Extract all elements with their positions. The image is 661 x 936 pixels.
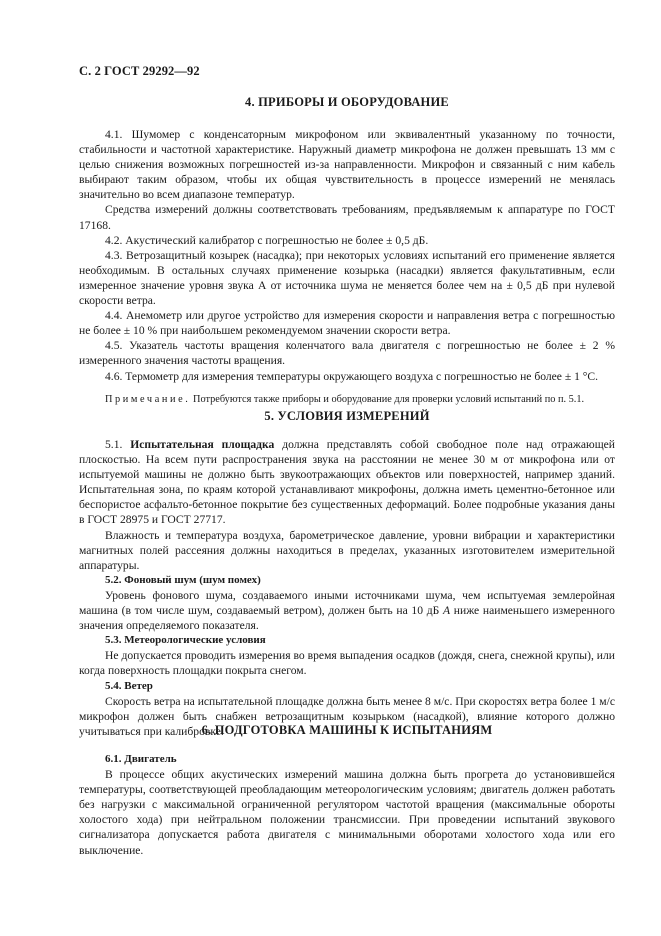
note-label: Примечание.: [105, 393, 191, 405]
section-5-body: [79, 437, 615, 739]
test-site-term: Испытательная площадка: [130, 438, 275, 451]
section-4-body: [79, 127, 615, 407]
paragraph-5-4: Скорость ветра на испытательной площадке должна быть менее 8 м/с. При скоростях ветра более 1 м/с микрофон должен быть снабжен ветрозащитным козырьком (насадкой), влияние которого должно учитываться при калибровке.: [79, 694, 615, 738]
weighting-a: А: [442, 604, 451, 618]
heading-5-4: 5.4. Ветер: [105, 679, 153, 692]
running-head: С. 2 ГОСТ 29292—92: [79, 64, 200, 78]
heading-5-3: 5.3. Метеорологические условия: [105, 634, 266, 647]
section-6-body: [79, 752, 615, 858]
heading-6-1: 6.1. Двигатель: [105, 753, 177, 765]
paragraph-5-2-text-b: ниже наименьшего измеренного значения определяемого показателя.: [79, 604, 615, 633]
note: [79, 393, 615, 407]
paragraph-5-3: Не допускается проводить измерения во время выпадения осадков (дождя, снега, снежной крупы), или когда поверхность площадки покрыта снегом.: [79, 649, 615, 678]
paragraph-5-2-text-a: Уровень фонового шума, создаваемого иными источниками шума, чем испытуемая землеройная машина (в том числе шум, создаваемый ветром), должен быть на 10 дБ: [79, 588, 615, 618]
section-4-title: 4. ПРИБОРЫ И ОБОРУДОВАНИЕ: [245, 95, 449, 109]
paragraph-4-1-standards: Средства измерений должны соответствовать требованиям, предъявляемым к аппаратуре по ГОСТ 17168.: [79, 203, 615, 232]
paragraph-4-2: 4.2. Акустический калибратор с погрешностью не более ± 0,5 дБ.: [105, 233, 429, 247]
paragraph-5-1-number: 5.1.: [105, 438, 123, 451]
paragraph-4-5: 4.5. Указатель частоты вращения коленчатого вала двигателя с погрешностью не более ± 2 % измеренного значения частоты вращения.: [79, 339, 615, 368]
paragraph-4-1: 4.1. Шумомер с конденсаторным микрофоном или эквивалентный указанному по точности, стабильности и частотной характеристике. Наружный диаметр микрофона не должен превышать 13 мм с целью снижения возможных погрешностей из-за направленности. Микрофон и связанный с ним кабель выбирают таким образом, чтобы их общая чувствительность в процессе измерений не менялась значительно во всем диапазоне температур.: [79, 128, 615, 202]
paragraph-4-6: 4.6. Термометр для измерения температуры окружающего воздуха с погрешностью не более ± 1 °С.: [105, 369, 599, 383]
paragraph-6-1: В процессе общих акустических измерений машина должна быть прогрета до установившейся температуры, соответствующей преобладающим метеорологическим условиям; двигатель должен работать без нагрузки с максимальной ограниченной регулятором частотой вращения (максимальные обороты холостого хода) при нейтральном положении трансмиссии. При проведении испытаний звукового сигнализатора допускается работа двигателя с минимальными оборотами холостого хода или его выключение.: [79, 768, 615, 857]
paragraph-5-1: [79, 437, 615, 528]
paragraph-5-1-text: должна представлять собой свободное поле над отражающей плоскостью. На всем пути распространения звука на расстоянии не менее 30 м от микрофона или от испытуемой машины не должно быть звукоотражающих объектов или поверхностей, например зданий. Испытательная зона, по краям которой устанавливают микрофоны, должна иметь цементно-бетонное или беспористое асфальто-бетонное покрытие без существенных деформаций. Более подробные указания даны в ГОСТ 28975 и ГОСТ 27717.: [79, 438, 615, 527]
paragraph-5-1-conditions: Влажность и температура воздуха, барометрическое давление, уровни вибрации и характеристики магнитных полей рассеяния должны находиться в пределах, указанных изготовителем измерительной аппаратуры.: [79, 528, 615, 572]
section-5-title: 5. УСЛОВИЯ ИЗМЕРЕНИЙ: [264, 409, 430, 423]
note-text: Потребуются также приборы и оборудование для проверки условий испытаний по п. 5.1.: [193, 393, 585, 405]
paragraph-5-2: [79, 588, 615, 633]
paragraph-4-4: 4.4. Анемометр или другое устройство для измерения скорости и направления ветра с погрешностью не более ± 10 % при наибольшем рекомендуемом значении скорости ветра.: [79, 309, 615, 338]
heading-5-2: 5.2. Фоновый шум (шум помех): [105, 573, 261, 586]
paragraph-4-3: 4.3. Ветрозащитный козырек (насадка); при некоторых условиях испытаний его применение является необходимым. В остальных случаях применение козырька (насадки) является факультативным, если измеренное значение уровня звука А от источника шума не меняется более чем на ± 0,5 дБ при нулевой скорости ветра.: [79, 248, 615, 308]
section-6-title: 6. ПОДГОТОВКА МАШИНЫ К ИСПЫТАНИЯМ: [201, 723, 493, 737]
